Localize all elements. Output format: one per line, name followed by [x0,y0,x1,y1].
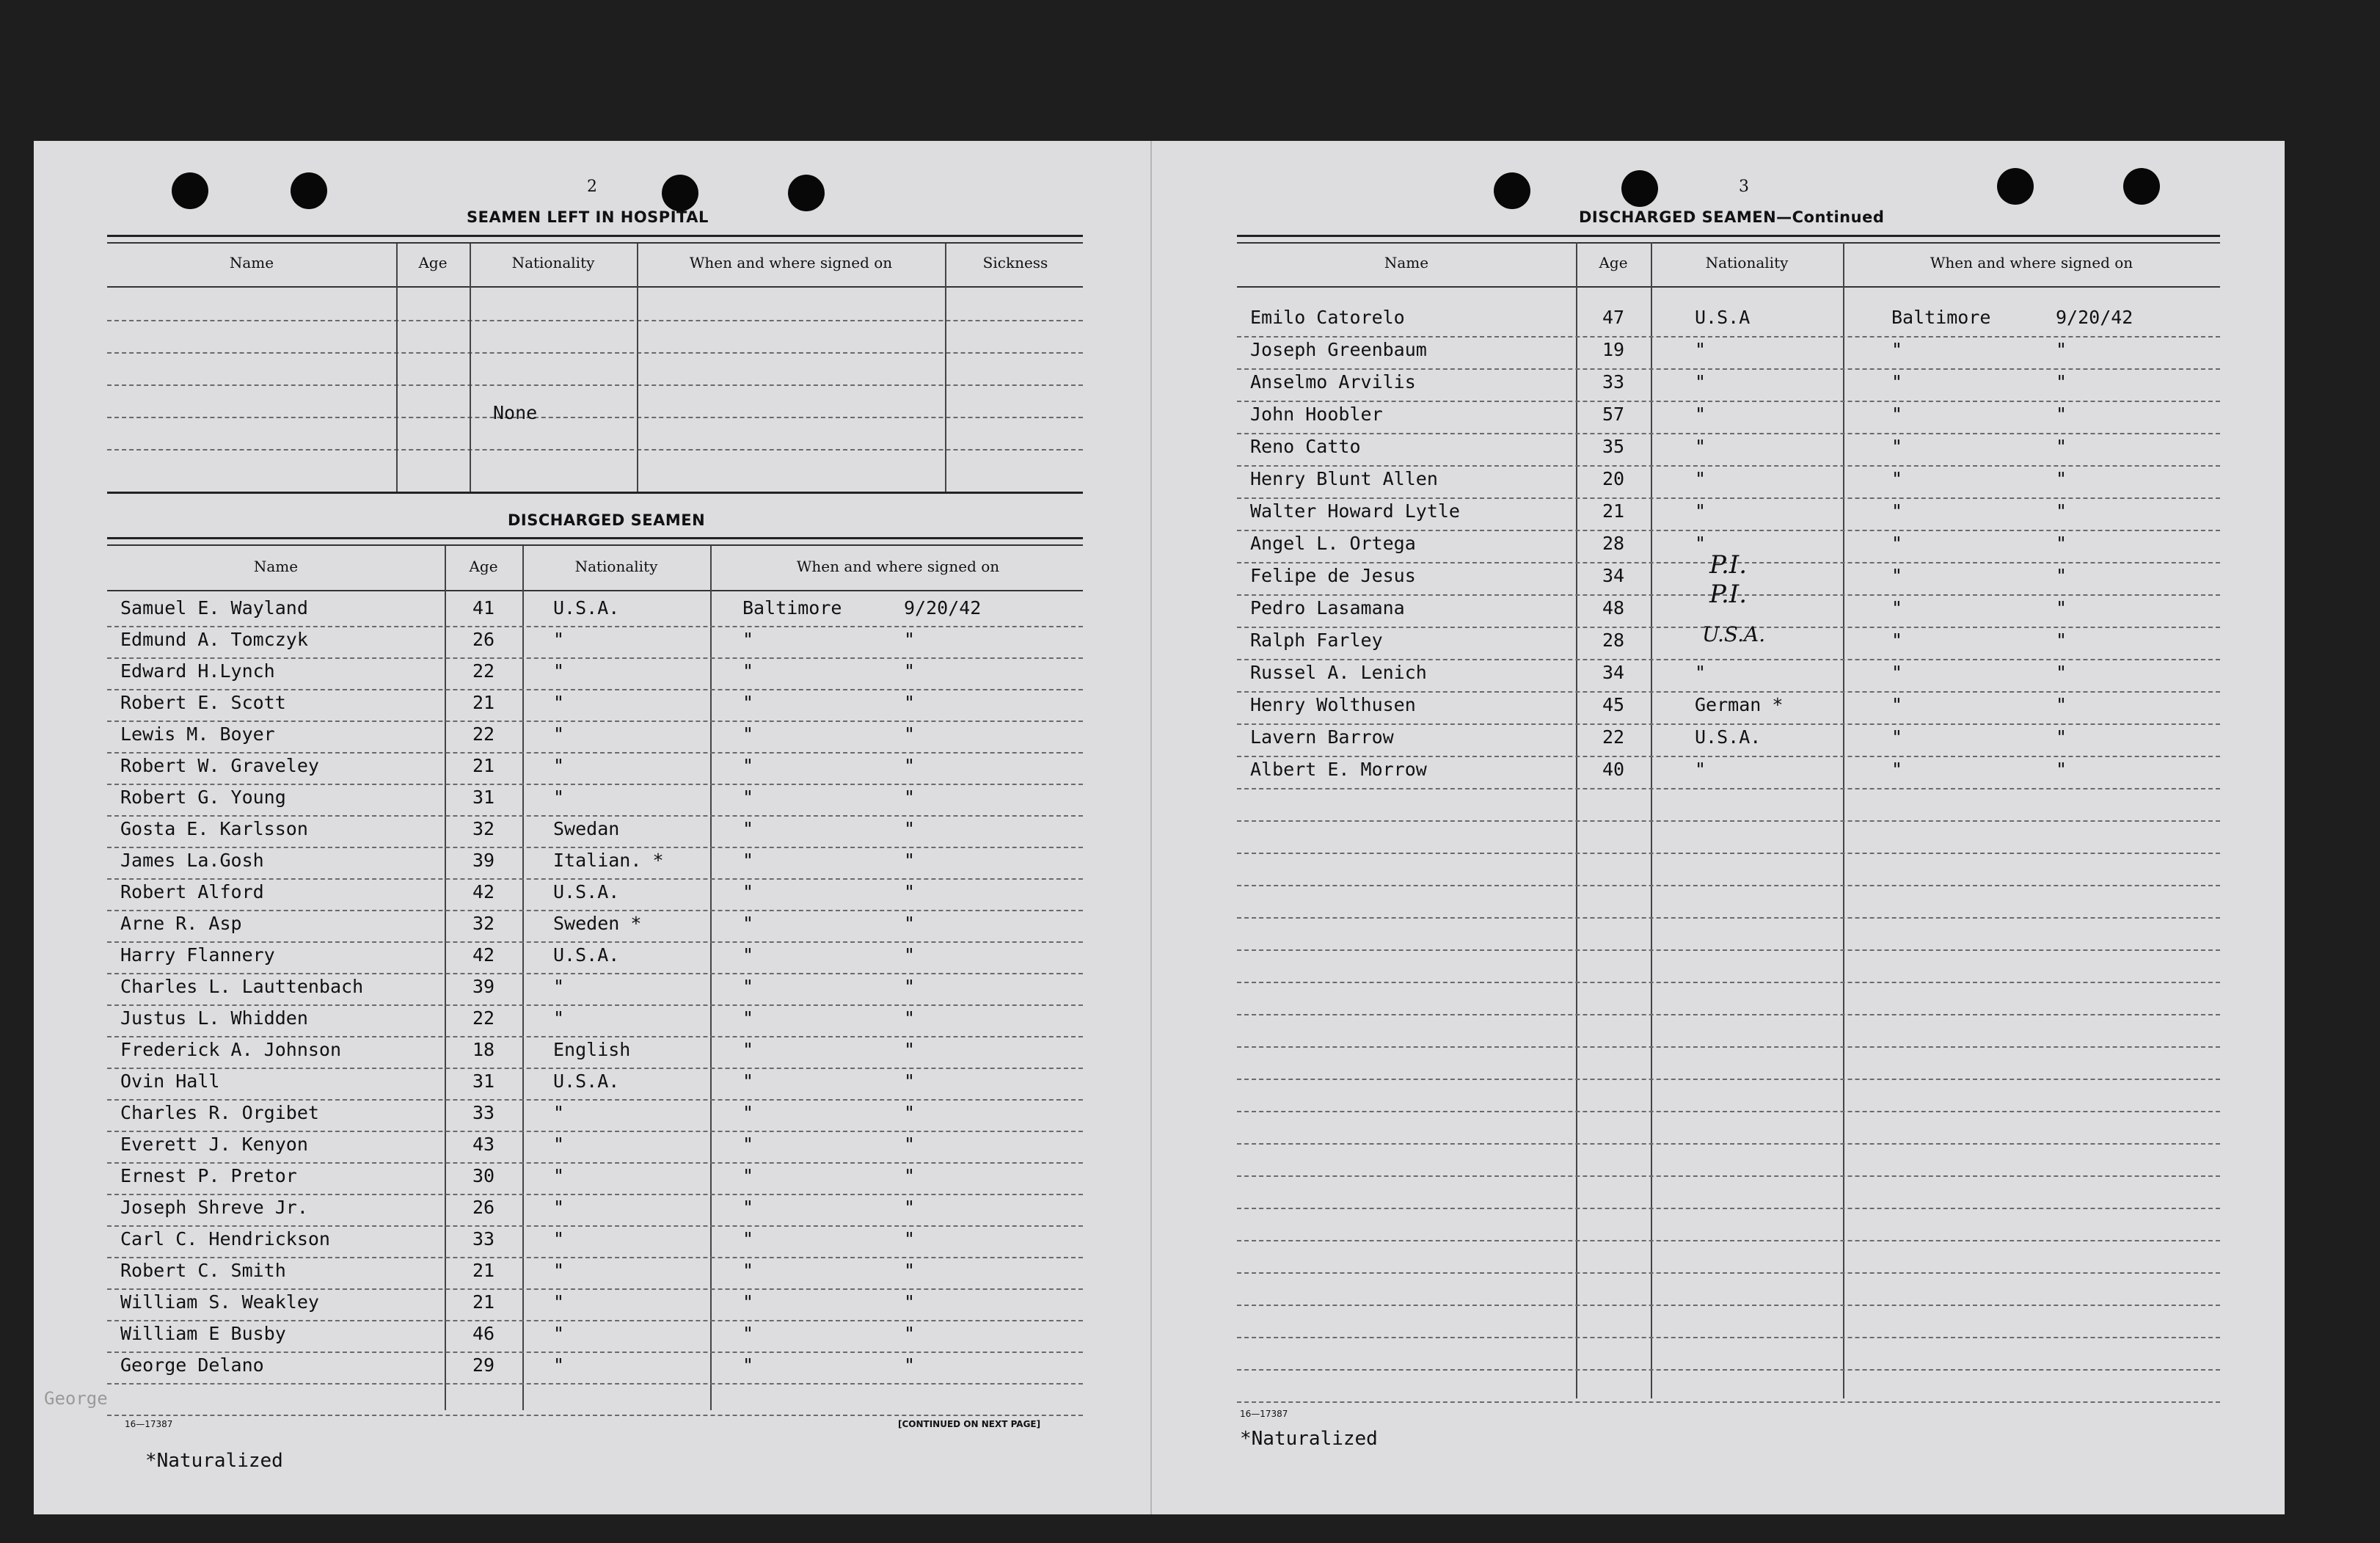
seaman-nationality: " [553,976,565,997]
signed-on-date: " [2056,500,2067,522]
rule [107,590,1083,591]
binder-hole [2123,168,2160,205]
seaman-name: Anselmo Arvilis [1250,371,1416,393]
signed-on-place: Baltimore [1891,307,1991,328]
page-fold [1150,141,1152,1514]
seaman-name: George Delano [120,1354,264,1376]
signed-on-date: " [2056,565,2067,586]
signed-on-date: " [904,692,916,713]
seaman-age: 46 [472,1323,495,1344]
seaman-name: Henry Blunt Allen [1250,468,1438,489]
seaman-age: 42 [472,881,495,902]
dashed-rule [1237,949,2220,951]
seaman-name: Lewis M. Boyer [120,723,275,745]
dashed-rule [1237,820,2220,822]
seaman-nationality: U.S.A. [1695,726,1762,748]
seaman-age: 34 [1602,565,1625,586]
signed-on-date: " [2056,662,2067,683]
hospital-entry: None [493,402,538,423]
seaman-nationality: " [553,787,565,808]
discharged-section-title: DISCHARGED SEAMEN [508,511,706,529]
signed-on-place: " [742,660,754,682]
signed-on-date: " [904,976,916,997]
signed-on-place: " [742,723,754,745]
rule [107,235,1083,237]
seaman-nationality: " [1695,404,1706,425]
signed-on-date: 9/20/42 [2056,307,2133,328]
seaman-nationality: " [553,1354,565,1376]
dashed-rule [1237,982,2220,983]
signed-on-date: " [904,1197,916,1218]
signed-on-place: " [742,1102,754,1123]
rule [107,492,1083,494]
signed-on-date: " [2056,436,2067,457]
seaman-name: Robert Alford [120,881,264,902]
seaman-nationality: German * [1695,694,1784,715]
seaman-name: Robert E. Scott [120,692,286,713]
seaman-name: Justus L. Whidden [120,1007,308,1029]
seaman-name: Robert W. Graveley [120,755,319,776]
column-divider [396,244,398,492]
signed-on-date: " [904,1102,916,1123]
signed-on-place: " [742,1291,754,1313]
column-header: Sickness [982,254,1048,271]
dashed-rule [1237,1014,2220,1015]
seaman-name: Reno Catto [1250,436,1361,457]
seaman-age: 35 [1602,436,1625,457]
seaman-age: 48 [1602,597,1625,619]
seaman-name: John Hoobler [1250,404,1383,425]
seaman-age: 31 [472,787,495,808]
seaman-age: 33 [472,1102,495,1123]
hospital-section-title: SEAMEN LEFT IN HOSPITAL [467,208,709,226]
seaman-age: 29 [472,1354,495,1376]
dashed-rule [1237,1272,2220,1274]
seaman-name: Felipe de Jesus [1250,565,1416,586]
seaman-age: 19 [1602,339,1625,360]
seaman-name: Edmund A. Tomczyk [120,629,308,650]
binder-hole [1621,170,1658,207]
signed-on-place: " [1891,339,1903,360]
column-header: When and where signed on [796,558,1000,575]
handwritten-note: P.I. [1709,550,1748,580]
signed-on-place: " [1891,630,1903,651]
naturalized-footnote: *Naturalized [145,1450,283,1472]
seaman-nationality: " [553,1102,565,1123]
signed-on-place: " [742,1323,754,1344]
column-header: Name [229,254,274,271]
seaman-nationality: " [553,660,565,682]
binder-hole [788,175,825,211]
seaman-name: Joseph Shreve Jr. [120,1197,308,1218]
seaman-age: 21 [472,692,495,713]
signed-on-place: " [742,1197,754,1218]
seaman-age: 47 [1602,307,1625,328]
signed-on-date: " [2056,597,2067,619]
signed-on-date: " [2056,726,2067,748]
dashed-rule [107,417,1083,418]
dashed-rule [107,320,1083,321]
binder-hole [662,175,698,211]
seaman-age: 39 [472,850,495,871]
signed-on-date: " [904,1165,916,1186]
seaman-nationality: " [1695,436,1706,457]
dashed-rule [1237,917,2220,919]
seaman-age: 42 [472,944,495,966]
seaman-name: Robert G. Young [120,787,286,808]
seaman-nationality: English [553,1039,631,1060]
signed-on-date: " [904,1354,916,1376]
signed-on-date: " [904,755,916,776]
signed-on-place: " [742,755,754,776]
form-number: 16—17387 [1240,1409,1288,1419]
seaman-age: 34 [1602,662,1625,683]
signed-on-date: " [2056,759,2067,780]
signed-on-date: " [2056,339,2067,360]
rule [1237,286,2220,288]
seaman-age: 22 [472,1007,495,1029]
dashed-rule [1237,1208,2220,1209]
seaman-nationality: " [1695,533,1706,554]
signed-on-date: " [2056,468,2067,489]
seaman-nationality: " [1695,662,1706,683]
struck-text: George [44,1388,108,1409]
page-number: 3 [1739,178,1749,196]
signed-on-date: " [904,629,916,650]
signed-on-place: " [1891,565,1903,586]
page-number: 2 [587,178,597,196]
seaman-age: 40 [1602,759,1625,780]
signed-on-date: " [904,913,916,934]
signed-on-place: " [1891,694,1903,715]
seaman-age: 39 [472,976,495,997]
signed-on-date: " [904,660,916,682]
seaman-age: 21 [1602,500,1625,522]
dashed-rule [1237,885,2220,886]
column-header: Name [253,558,299,575]
binder-hole [1494,172,1530,209]
signed-on-place: " [1891,662,1903,683]
seaman-nationality: " [1695,371,1706,393]
seaman-nationality: U.S.A. [553,597,620,619]
seaman-nationality: U.S.A. [553,944,620,966]
seaman-age: 22 [472,723,495,745]
dashed-rule [1237,1046,2220,1048]
seaman-age: 32 [472,913,495,934]
signed-on-place: " [1891,759,1903,780]
handwritten-note: P.I. [1709,580,1748,609]
column-header: Nationality [574,558,658,575]
rule [1237,242,2220,244]
seaman-nationality: " [553,1260,565,1281]
seaman-age: 28 [1602,533,1625,554]
signed-on-place: " [1891,533,1903,554]
seaman-name: Ralph Farley [1250,630,1383,651]
signed-on-place: " [742,1039,754,1060]
seaman-age: 18 [472,1039,495,1060]
seaman-name: Walter Howard Lytle [1250,500,1460,522]
signed-on-place: " [1891,371,1903,393]
dashed-rule [1237,1305,2220,1306]
signed-on-place: Baltimore [742,597,842,619]
signed-on-date: " [2056,371,2067,393]
seaman-nationality: Swedan [553,818,620,839]
seaman-name: Everett J. Kenyon [120,1134,308,1155]
seaman-name: Lavern Barrow [1250,726,1394,748]
dashed-rule [107,384,1083,386]
seaman-age: 22 [472,660,495,682]
column-header: Name [1384,254,1429,271]
dashed-rule [1237,1111,2220,1112]
signed-on-date: " [2056,694,2067,715]
seaman-name: Joseph Greenbaum [1250,339,1427,360]
signed-on-place: " [742,1165,754,1186]
signed-on-place: " [742,913,754,934]
column-header: Age [418,254,448,271]
seaman-nationality: " [553,1134,565,1155]
column-header: Nationality [511,254,595,271]
seaman-age: 26 [472,629,495,650]
seaman-nationality: " [1695,500,1706,522]
seaman-age: 32 [472,818,495,839]
seaman-age: 41 [472,597,495,619]
seaman-nationality: " [553,629,565,650]
seaman-age: 21 [472,1291,495,1313]
signed-on-place: " [742,787,754,808]
seaman-name: Albert E. Morrow [1250,759,1427,780]
form-number: 16—17387 [125,1419,173,1429]
seaman-name: Henry Wolthusen [1250,694,1416,715]
binder-hole [1997,168,2034,205]
seaman-name: Charles R. Orgibet [120,1102,319,1123]
continued-section-title: DISCHARGED SEAMEN—Continued [1579,208,1885,226]
seaman-nationality: " [1695,339,1706,360]
signed-on-date: " [2056,404,2067,425]
signed-on-place: " [742,881,754,902]
seaman-age: 33 [1602,371,1625,393]
seaman-name: Angel L. Ortega [1250,533,1416,554]
seaman-name: Russel A. Lenich [1250,662,1427,683]
seaman-name: Ovin Hall [120,1070,220,1092]
seaman-age: 21 [472,755,495,776]
seaman-name: Charles L. Lauttenbach [120,976,364,997]
seaman-nationality: " [553,1165,565,1186]
signed-on-date: " [904,944,916,966]
seaman-nationality: " [1695,468,1706,489]
table-row [1237,404,2220,436]
signed-on-place: " [742,1354,754,1376]
dashed-rule [1237,1143,2220,1145]
seaman-age: 22 [1602,726,1625,748]
rule [107,242,1083,244]
signed-on-place: " [742,1134,754,1155]
seaman-name: Harry Flannery [120,944,275,966]
column-header: Age [469,558,498,575]
seaman-name: Edward H.Lynch [120,660,275,682]
rule [107,286,1083,288]
signed-on-date: " [904,1070,916,1092]
signed-on-date: " [2056,533,2067,554]
column-header: When and where signed on [689,254,893,271]
signed-on-date: " [904,1228,916,1250]
seaman-nationality: " [553,1323,565,1344]
dashed-rule [107,352,1083,354]
seaman-name: James La.Gosh [120,850,264,871]
seaman-nationality: U.S.A [1695,307,1751,328]
seaman-name: Samuel E. Wayland [120,597,308,619]
column-header: Age [1599,254,1628,271]
column-header: Nationality [1705,254,1789,271]
seaman-nationality: " [553,1007,565,1029]
seaman-nationality: " [553,1228,565,1250]
signed-on-place: " [742,944,754,966]
column-divider [945,244,946,492]
dashed-rule [1237,1175,2220,1177]
rule [107,544,1083,546]
seaman-name: William E Busby [120,1323,286,1344]
dashed-rule [1237,853,2220,854]
seaman-name: Pedro Lasamana [1250,597,1405,619]
column-header: When and where signed on [1930,254,2133,271]
dashed-rule [1237,1401,2220,1403]
continued-note: [CONTINUED ON NEXT PAGE] [898,1419,1041,1429]
signed-on-place: " [742,1260,754,1281]
signed-on-place: " [742,850,754,871]
seaman-age: 26 [472,1197,495,1218]
seaman-nationality: " [1695,759,1706,780]
seaman-age: 28 [1602,630,1625,651]
signed-on-place: " [1891,726,1903,748]
seaman-nationality: U.S.A. [553,881,620,902]
seaman-nationality: " [553,723,565,745]
signed-on-date: 9/20/42 [904,597,982,619]
column-divider [637,244,638,492]
seaman-age: 43 [472,1134,495,1155]
seaman-age: 20 [1602,468,1625,489]
seaman-nationality: " [553,1291,565,1313]
signed-on-date: " [904,1291,916,1313]
rule [1237,235,2220,237]
signed-on-place: " [1891,404,1903,425]
seaman-name: Arne R. Asp [120,913,242,934]
signed-on-date: " [904,1007,916,1029]
binder-hole [291,172,327,209]
dashed-rule [1237,1369,2220,1371]
seaman-name: William S. Weakley [120,1291,319,1313]
signed-on-date: " [2056,630,2067,651]
seaman-nationality: Italian. * [553,850,664,871]
seaman-nationality: " [553,755,565,776]
signed-on-place: " [742,1228,754,1250]
dashed-rule [1237,1240,2220,1241]
dashed-rule [1237,1337,2220,1338]
seaman-nationality: " [553,1197,565,1218]
seaman-age: 45 [1602,694,1625,715]
signed-on-date: " [904,850,916,871]
signed-on-date: " [904,1134,916,1155]
seaman-age: 57 [1602,404,1625,425]
seaman-age: 21 [472,1260,495,1281]
signed-on-place: " [1891,500,1903,522]
seaman-name: Ernest P. Pretor [120,1165,297,1186]
signed-on-date: " [904,1039,916,1060]
seaman-age: 30 [472,1165,495,1186]
naturalized-footnote: *Naturalized [1240,1428,1378,1450]
handwritten-note: U.S.A. [1702,622,1766,646]
seaman-nationality: " [553,692,565,713]
signed-on-date: " [904,1323,916,1344]
dashed-rule [107,1415,1083,1416]
signed-on-place: " [742,1070,754,1092]
signed-on-place: " [742,692,754,713]
seaman-age: 31 [472,1070,495,1092]
signed-on-place: " [742,818,754,839]
dashed-rule [107,449,1083,451]
signed-on-date: " [904,818,916,839]
table-row [1237,436,2220,468]
signed-on-place: " [1891,597,1903,619]
signed-on-date: " [904,881,916,902]
signed-on-place: " [742,1007,754,1029]
signed-on-date: " [904,1260,916,1281]
column-divider [470,244,471,492]
seaman-name: Gosta E. Karlsson [120,818,308,839]
signed-on-date: " [904,787,916,808]
seaman-name: Carl C. Hendrickson [120,1228,330,1250]
seaman-nationality: Sweden * [553,913,642,934]
seaman-name: Robert C. Smith [120,1260,286,1281]
seaman-age: 33 [472,1228,495,1250]
signed-on-place: " [1891,436,1903,457]
seaman-nationality: U.S.A. [553,1070,620,1092]
seaman-name: Emilo Catorelo [1250,307,1405,328]
seaman-name: Frederick A. Johnson [120,1039,342,1060]
signed-on-date: " [904,723,916,745]
binder-hole [172,172,208,209]
signed-on-place: " [742,629,754,650]
signed-on-place: " [742,976,754,997]
signed-on-place: " [1891,468,1903,489]
rule [107,537,1083,539]
dashed-rule [1237,1079,2220,1080]
